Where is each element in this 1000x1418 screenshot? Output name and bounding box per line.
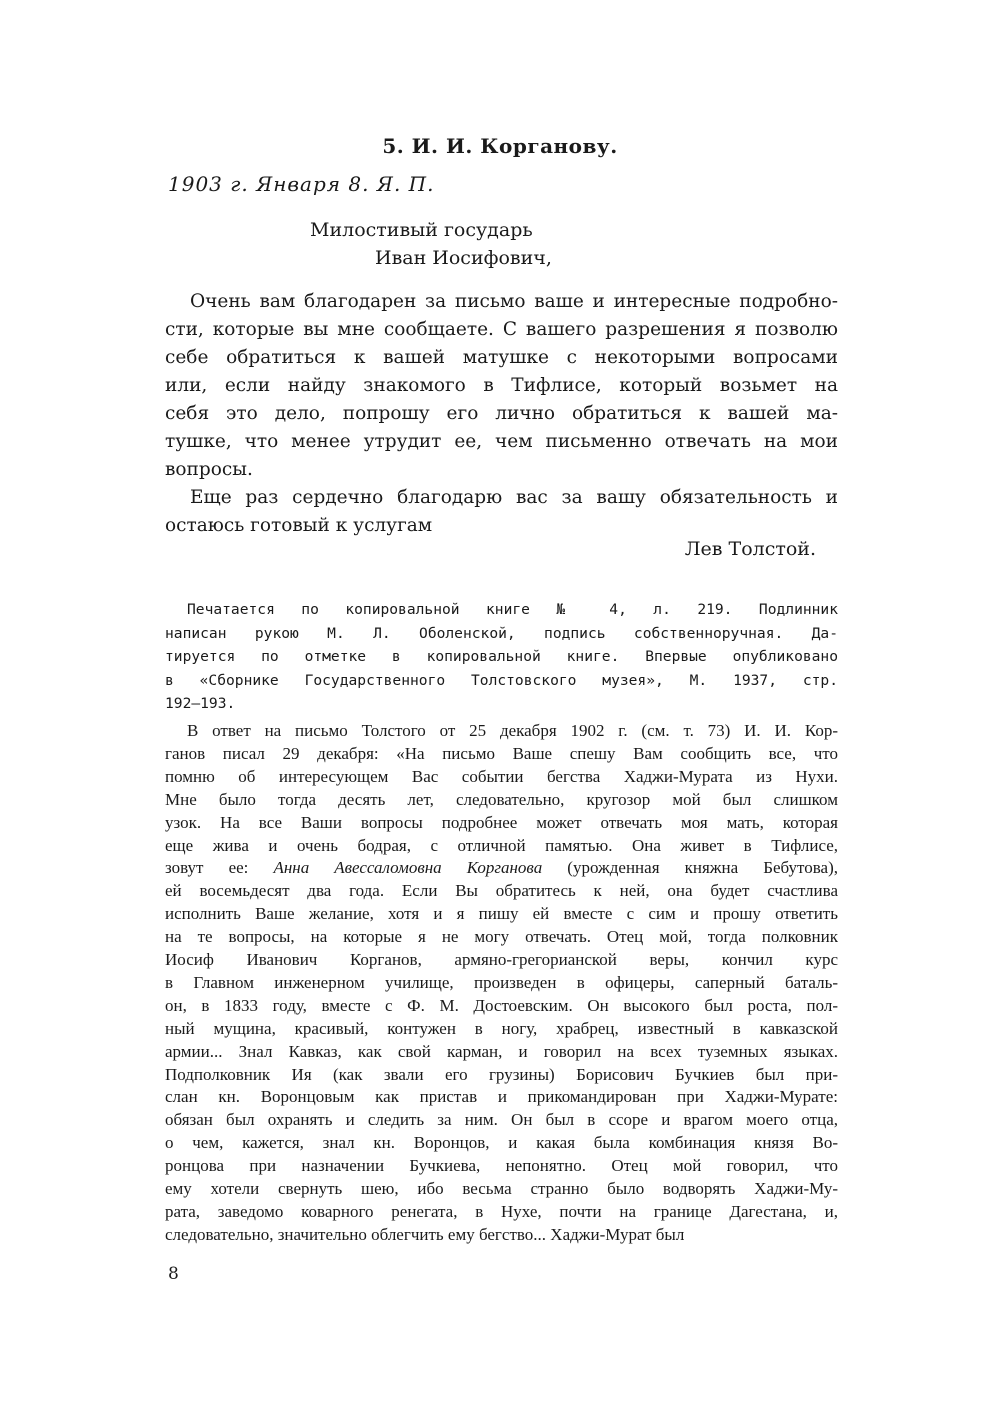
salutation-line-2: Иван Иосифович, [375, 247, 552, 269]
note-text: в Главном инженерном училище, произведен в офицеры, саперный баталь- [165, 972, 838, 992]
note-line [165, 1040, 838, 1063]
note-text: следовательно, значительно облегчить ему бегство... Хаджи-Мурат был [165, 1224, 685, 1244]
note-line [165, 788, 838, 811]
note-line [165, 765, 838, 788]
note-text: Подполковник Ия (как звали его грузины) Борисович Бучкиев был при- [165, 1064, 838, 1084]
signature: Лев Толстой. [684, 538, 816, 560]
note-line [165, 692, 838, 715]
note-text: Печатается по копировальной книге № 4, л. 219. Подлинник [187, 601, 838, 618]
note-line [165, 1108, 838, 1131]
note-line [165, 1154, 838, 1177]
letter-line: остаюсь готовый к услугам [165, 515, 433, 536]
note-text: помню об интересующем Вас событии бегства Хаджи-Мурата из Нухи. [165, 766, 838, 786]
note-line [165, 1200, 838, 1223]
note-text: он, в 1833 году, вместе с Ф. М. Достоевским. Он высокого был роста, пол- [165, 995, 838, 1015]
note-text: 192—193. [165, 695, 236, 713]
note-text: ему хотели свернуть шею, ибо весьма странно было водворять Хаджи-Му- [165, 1179, 838, 1198]
note-text: ей восемьдесят два года. Если Вы обратитесь к ней, она будет счастлива [165, 881, 838, 901]
letter-line: себя это дело, попрошу его лично обратиться к вашей ма- [165, 403, 838, 424]
letter-heading: 5. И. И. Корганову. [382, 134, 618, 158]
note-line [165, 622, 838, 645]
page-number: 8 [168, 1264, 179, 1284]
letter-line: вопросы. [165, 459, 253, 480]
note-line [165, 1177, 838, 1200]
letter-line: тушке, что менее утрудит ее, чем письменно отвечать на мои [165, 431, 838, 452]
letter-line: или, если найду знакомого в Тифлисе, который возьмет на [165, 375, 838, 396]
note-line [165, 1063, 838, 1086]
note-line [165, 1131, 838, 1154]
note-text: Иосиф Иванович Корганов, армяно-грегорианской веры, кончил курс [165, 950, 838, 969]
note-text: (урожденная княжна Бебутова), [542, 858, 839, 878]
letter-date: 1903 г. Января 8. Я. П. [168, 172, 435, 196]
italic-name: Анна Авессаломовна Корганова [273, 858, 543, 878]
note-text: узок. На все Ваши вопросы подробнее может отвечать моя мать, которая [165, 812, 838, 832]
letter-line: Очень вам благодарен за письмо ваше и интересные подробно- [190, 291, 838, 312]
note-line [165, 948, 838, 971]
note-line [165, 902, 838, 925]
letter-line: себе обратиться к вашей матушке с некоторыми вопросами [165, 347, 838, 368]
note-line [165, 879, 838, 902]
note-text: на те вопросы, на которые я не могу отвечать. Отец мой, тогда полковник [165, 927, 838, 947]
note-line [187, 719, 838, 742]
note-line [165, 645, 838, 668]
letter-line: Еще раз сердечно благодарю вас за вашу обязательность и [190, 487, 838, 508]
note-text: армии... Знал Кавказ, как свой карман, и говорил на всех туземных языках. [165, 1041, 838, 1061]
note-text: еще жива и очень бодрая, с отличной памятью. Она живет в Тифлисе, [165, 835, 838, 855]
note-text: ронцова при назначении Бучкиева, непонятно. Отец мой говорил, что [165, 1156, 838, 1176]
note-line [165, 669, 838, 692]
note-text: Мне было тогда десять лет, следовательно, кругозор мой был слишком [165, 789, 838, 809]
note-text: исполнить Ваше желание, хотя и я пишу ей вместе с сим и прошу ответить [165, 904, 838, 924]
note-text: В ответ на письмо Толстого от 25 декабря 1902 г. (см. т. 73) И. И. Кор- [187, 721, 838, 740]
note-line [165, 1223, 838, 1246]
note-line [165, 994, 838, 1017]
note-line [165, 925, 838, 948]
note-line [187, 598, 838, 621]
note-line [165, 811, 838, 834]
note-text: тируется по отметке в копировальной книге. Впервые опубликовано [165, 648, 838, 666]
note-line [165, 1085, 838, 1108]
note-line [165, 1017, 838, 1040]
note-text: ный мущина, красивый, контужен в ногу, храбрец, известный в кавказской [165, 1018, 838, 1038]
salutation-line-1: Милостивый государь [310, 219, 533, 241]
note-text: рата, заведомо коварного ренегата, в Нухе, почти на границе Дагестана, и, [165, 1201, 838, 1221]
note-line [165, 834, 838, 857]
note-text: в «Сборнике Государственного Толстовского музея», М. 1937, стр. [165, 671, 838, 689]
note-line [165, 856, 838, 879]
note-line [165, 971, 838, 994]
note-text: обязан был охранять и следить за ним. Он был в ссоре и врагом моего отца, [165, 1110, 838, 1130]
note-text: слан кн. Воронцовым как пристав и прикомандирован при Хаджи-Мурате: [165, 1087, 838, 1107]
note-text: написан рукою М. Л. Оболенской, подпись собственноручная. Да- [165, 624, 838, 642]
letter-line: сти, которые вы мне сообщаете. С вашего разрешения я позволю [165, 319, 838, 340]
note-text: о чем, кажется, знал кн. Воронцов, и какая была комбинация князя Во- [165, 1133, 838, 1153]
note-line [165, 742, 838, 765]
note-text: зовут ее: [165, 858, 274, 878]
note-text: ганов писал 29 декабря: «На письмо Ваше спешу Вам сообщить все, что [165, 743, 838, 763]
